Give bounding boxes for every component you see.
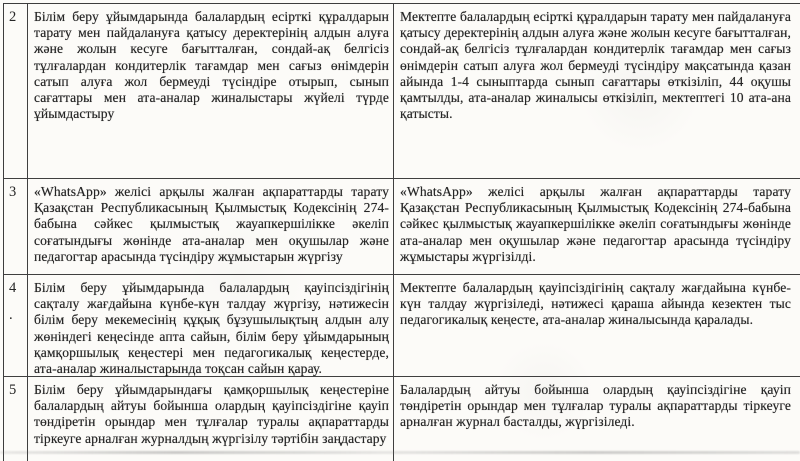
scan-artifact-line <box>0 451 800 454</box>
row-number-text: 4 <box>9 280 17 296</box>
row-number-extra: . <box>9 307 13 323</box>
row-number <box>4 179 28 275</box>
row-number-text: 3 <box>9 184 17 200</box>
row-number-text: 2 <box>9 9 17 25</box>
result-cell: Балалардың айтуы бойынша олардың қауіпсіздігіне қауіп төндіретін орындар мен тұлғалар туралы ақпараттарды тіркеуге арналған журнал басталды, жүргізіледі. <box>400 382 791 430</box>
result-cell: «WhatsApp» желісі арқылы жалған ақпараттарды тарату Қазақстан Республикасының Қылмыстық Кодексінің 274-бабына сәйкес қылмыстық жауапкершілікке әкеліп соғатындығы жөнінде ата-аналар мен оқушылар және педагогтар арасында түсіндіру жұмыстары жүргізілді. <box>394 179 800 275</box>
measures-results-table <box>3 3 800 461</box>
row-number <box>4 377 28 461</box>
row-number <box>4 4 28 179</box>
result-cell: Мектепте балалардың қауіпсіздігінің сақталу жағдайына күнбе-күн талдау жүргізіледі, нәтижесі қараша айында кезектен тыс педагогикалық кеңесте, ата-аналар жиналысында қаралады. <box>394 275 800 377</box>
result-cell: Мектепте балалардың есірткі құралдарын тарату мен пайдалануға қатысу деректерінің алдын алуға және жолын кесуге бағытталған, сондай-ақ белгісіз тұлғалардан кондитерлік тағамдар мен сағыз өнімдерін сатып алуға жол бермеуді түсіндіру мақсатында қазан айында 1-4 сыныптарда сынып сағаттары өткізіліп, 44 оқушы қамтылды, ата-аналар жиналысы өткізіліп, мектептегі 10 ата-ана қатысты. <box>394 4 800 179</box>
plan-cell: «WhatsApp» желісі арқылы жалған ақпараттарды тарату Қазақстан Республикасының Қылмыстық Кодексінің 274-бабына сәйкес қылмыстық жауапкершілікке әкеліп соғатындығы жөнінде ата-аналар мен оқушылар және педагогтар арасында түсіндіру жұмыстарын жүргізу <box>28 179 394 275</box>
plan-cell: Білім беру ұйымдарында балалардың қауіпсіздігінің сақталу жағдайына күнбе-күн талдау жүргізу, нәтижесін білім беру мекемесінің құқық бұзушылықтың алдын алу жөніндегі кеңесінде апта сайын, білім беру ұйымдарының қамқоршылық кеңестері мен педагогикалық кеңестерде, ата-аналар жиналыстарында тоқсан сайын қарау. <box>28 275 394 377</box>
plan-cell: Білім беру ұйымдарында балалардың есірткі құралдарын тарату мен пайдалануға қатысу деректерінің алдын алуға және жолын кесуге бағытталған, сондай-ақ белгісіз тұлғалардан кондитерлік тағамдар мен сағыз өнімдерін сатып алуға жол бермеуді түсіндіре отырып, сынып сағаттары мен ата-аналар жиналыстары жүйелі түрде ұйымдастыру <box>28 4 394 179</box>
row-number-text: 5 <box>9 382 17 398</box>
row-number <box>4 275 28 377</box>
plan-cell: Білім беру ұйымдарындағы қамқоршылық кеңестеріне балалардың айтуы бойынша олардың қауіпсіздігіне қауіп төндіретін орындар мен тұлғалар туралы ақпараттарды тіркеуге арналған журналдың жүргізілу тәртібін заңдастару <box>28 377 394 461</box>
